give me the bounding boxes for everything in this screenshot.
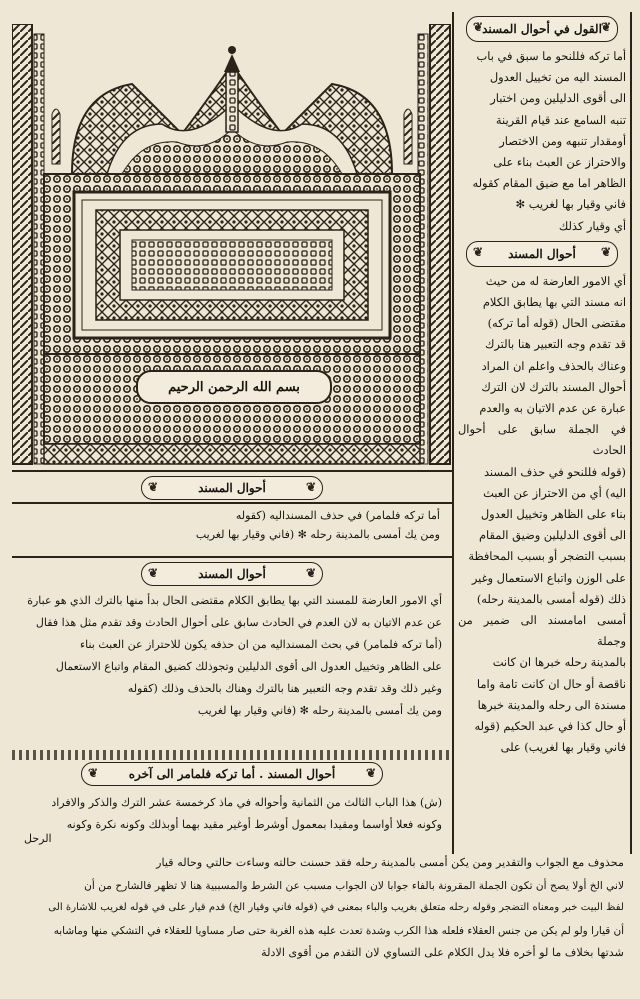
text-line: لفظ البيت خبر ومعناه التضجر وقوله رحله متعلق بغريب والباء بمعنى في (قوله فاني وقيار الخ) قدم قيار على في قوله لغريب للاشارة الى <box>48 902 624 913</box>
text-line: بالمدينة رحله خبرها ان كانت <box>492 655 626 670</box>
margin-note: الرحل <box>24 832 52 845</box>
text-line: فاني وقيار بها لغريب) على <box>500 740 626 755</box>
text-line: أي الامور العارضة للمسند التي بها يطابق الكلام مقتضى الحال بدأ منها بالترك الذي هو عبارة <box>27 594 442 607</box>
text-line: الى أقوى الدليلين ومن اختبار <box>490 91 626 106</box>
text-line: بناء على الظاهر وتخييل العدول <box>480 507 626 522</box>
text-line: شدتها بخلاف ما لو أخره فلا يدل الكلام على التساوي لان التقدم من أقوى الادلة <box>261 946 624 959</box>
basmala-cartouche <box>136 370 332 404</box>
bottom-text <box>12 852 632 965</box>
text-line: تنبه السامع عند قيام القرينة <box>495 112 626 127</box>
section-2 <box>12 556 452 724</box>
heading-text: ❦ أحوال المسند <box>198 481 266 495</box>
section-3-text <box>12 790 452 838</box>
text-line: عبارة عن عدم الاتيان به والعدم <box>479 401 626 416</box>
text-line: (أما تركه فلمامر) في بحث المسنداليه من ان حذفه يكون للاحتراز عن العبث بناء <box>79 638 442 651</box>
heading-cartouche-top <box>466 16 618 42</box>
heading-text: ❦ أحوال المسند <box>508 246 576 261</box>
margin-paragraph-1 <box>452 46 632 237</box>
basmala-text: بسم الله الرحمن الرحيم <box>168 379 300 395</box>
text-line: أما تركه فلمامر) في حذف المسنداليه (كقوله <box>235 509 440 522</box>
chain-ornament <box>12 750 452 760</box>
text-line: (قوله فللنحو في حذف المسند <box>483 464 626 479</box>
margin-commentary-column <box>452 12 632 854</box>
text-line: ناقصة أو حال ان كانت تامة واما <box>476 676 626 691</box>
text-line: محذوف مع الجواب والتقدير ومن يكن أمسى بالمدينة رحله فقد حسنت حالته وساءت حالتي وحاله قيار <box>156 856 624 869</box>
section-1 <box>12 470 452 546</box>
section-3 <box>12 762 452 838</box>
text-line: الظاهر اما مع ضيق المقام كقوله <box>472 176 626 191</box>
text-line: أي الامور العارضة له من حيث <box>485 273 626 288</box>
text-line: أي وقيار كذلك <box>558 218 626 233</box>
text-line: على الوزن واتباع الاستعمال وغير <box>471 570 626 585</box>
text-line: أحوال المسند بالترك لان الترك <box>481 379 626 394</box>
text-line: وكونه فعلا أواسما ومقيدا بمعمول أوشرط أوغير مقيد بهما أوبذلك وكونه نكرة وكونه <box>66 818 442 831</box>
text-line: انه مسند التي بها يطابق الكلام <box>482 295 626 310</box>
text-line: وغير ذلك وقد تقدم وجه التعبير هنا بالترك وهناك بالحذف وذلك (كقوله <box>127 682 442 695</box>
text-line: عن عدم الاتيان به لان العدم في الحادث سابق على أحوال الحادث وقد تقدم مثل هذا فقال <box>35 616 442 629</box>
section-2-heading <box>141 562 323 586</box>
heading-cartouche-mid <box>466 241 618 267</box>
heading-text: ❦ القول في أحوال المسند <box>482 22 602 36</box>
section-3-heading <box>81 762 383 786</box>
divider <box>12 470 452 472</box>
text-line: ومن يك أمسى بالمدينة رحله ✻ (فاني وقيار بها لغريب <box>195 528 440 541</box>
text-line: فاني وقيار بها لغريب ✻ <box>515 197 626 212</box>
text-line: مسندة الى رحله والمدينة خبرها <box>477 697 626 712</box>
text-line: والاحتراز عن العبث بناء على <box>493 155 626 170</box>
text-line: بسبب التضجر أو بسبب المحافظة <box>468 549 626 564</box>
text-line: أو حال كذا في عبد الحكيم (قوله <box>474 719 626 734</box>
text-line: لاني الخ أولا يصح أن تكون الجملة المقرونة بالفاء جوابا لان الجواب مسبب عن الشرط والمسببية هنا لا تظهر فالشارح من أن <box>84 879 624 892</box>
text-line: (ش) هذا الباب الثالث من الثمانية وأحواله في ماذ كرخمسة عشر الترك والذكر والافراد <box>51 796 442 809</box>
section-1-text <box>12 504 452 546</box>
heading-text: ❦ أحوال المسند . أما تركه فلمامر الى آخره <box>128 767 336 781</box>
text-line: المسند اليه من تخييل العدول <box>489 70 626 85</box>
text-line: مقتضى الحال (قوله أما تركه) <box>487 316 626 331</box>
text-line: على الظاهر وتخييل العدول الى أقوى الدليلين وتجوذلك كضيق المقام واتباع الاستعمال <box>55 660 442 673</box>
section-1-heading <box>141 476 323 500</box>
text-line: قد تقدم وجه التعبير هنا بالترك <box>484 337 626 352</box>
ornamental-headpiece <box>12 24 452 470</box>
text-line: أن قيارا ولو لم يكن من جنس العقلاء فلعله هذا الكرب وشدة تعدت عليه هذه الغربة حتى صار مساويا للعقلاء في التشكي منها وماشابه <box>53 924 624 937</box>
heading-text: ❦ أحوال المسند <box>198 567 266 581</box>
divider <box>12 556 452 558</box>
text-line: ذلك (قوله أمسى بالمدينة رحله) <box>476 591 626 606</box>
bottom-commentary <box>12 832 632 965</box>
text-line: وعناك بالحذف واعلم ان المراد <box>481 358 626 373</box>
text-line: أومقدار تنبهه ومن الاختصار <box>499 133 626 148</box>
text-line: ومن يك أمسى بالمدينة رحله ✻ (فاني وقيار بها لغريب <box>197 704 442 717</box>
text-line: أمسى امامسند الى ضمير من وجملة <box>458 613 626 649</box>
margin-paragraph-2 <box>452 271 632 759</box>
text-line: في الجملة سابق على أحوال الحادث <box>458 422 626 458</box>
text-line: اليه) أي من الاحتراز عن العبث <box>483 485 626 500</box>
section-2-text <box>12 588 452 724</box>
text-line: أما تركه فللنحو ما سبق في باب <box>476 49 626 63</box>
text-line: الى أقوى الدليلين وضيق المقام <box>478 528 626 543</box>
